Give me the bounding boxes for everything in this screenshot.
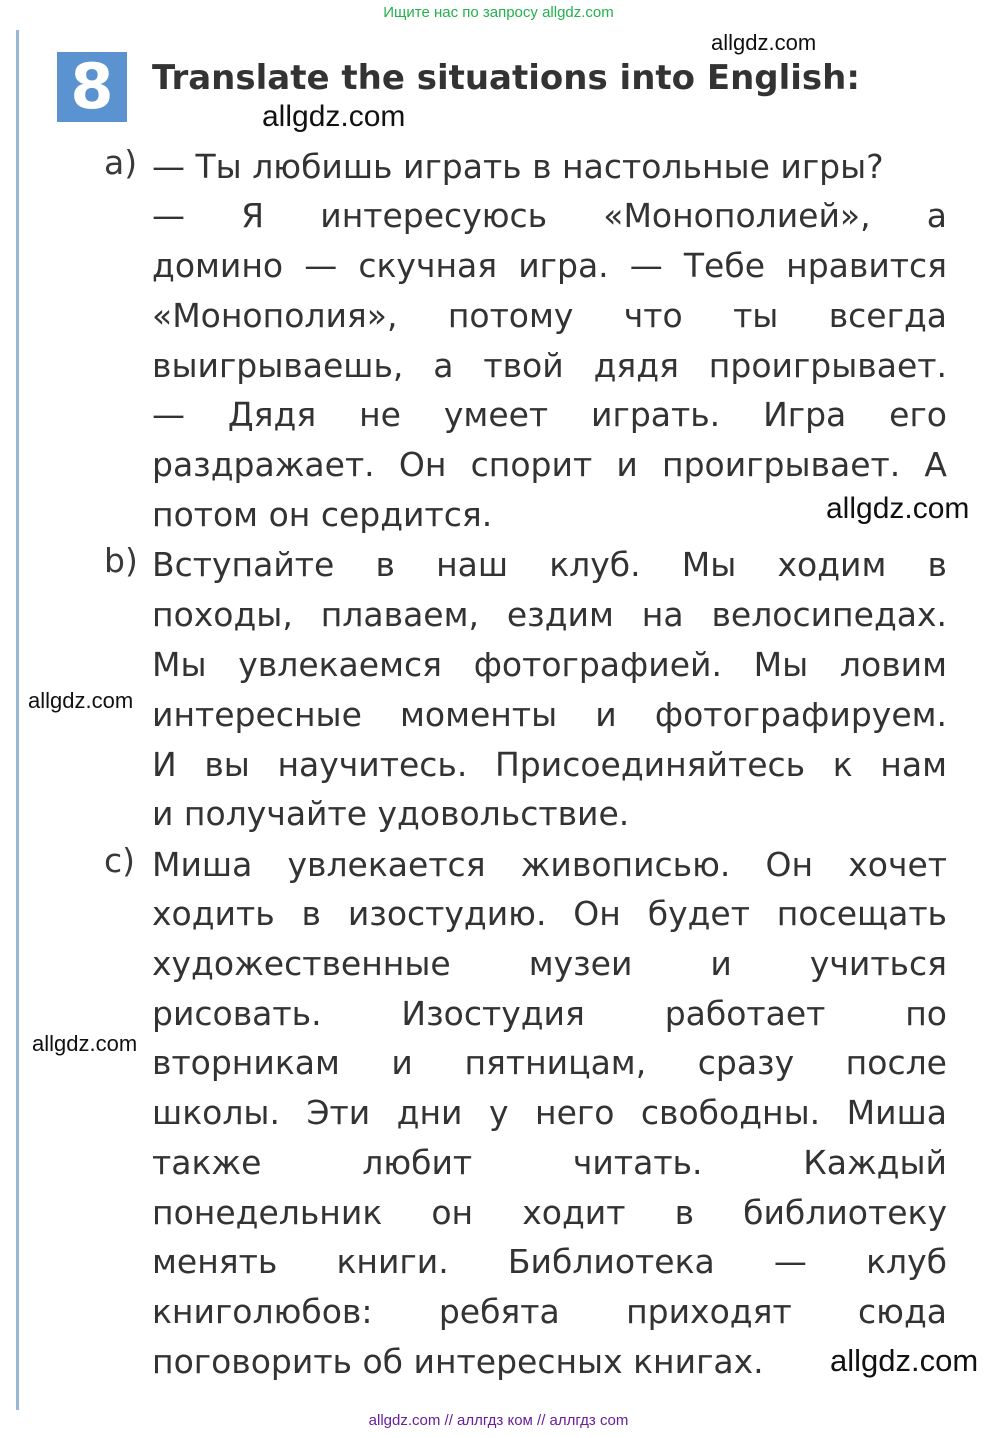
- text-line: И вы научитесь. Присоединяйтесь к нам: [152, 745, 947, 784]
- text-line: — Дядя не умеет играть. Игра его: [152, 395, 947, 434]
- page-margin-line: [16, 30, 19, 1410]
- exercise-title: Translate the situations into English:: [152, 58, 860, 98]
- watermark: allgdz.com: [830, 1343, 979, 1378]
- watermark: allgdz.com: [711, 30, 817, 55]
- text-line: понедельник он ходит в библиотеку: [152, 1193, 947, 1232]
- text-line: поговорить об интересных книгах.: [152, 1342, 764, 1381]
- text-line: и получайте удовольствие.: [152, 794, 630, 833]
- watermark: allgdz.com: [262, 100, 406, 133]
- watermark: allgdz.com: [32, 1031, 138, 1056]
- text-line: — Я интересуюсь «Монополией», а: [152, 196, 947, 235]
- text-line: также любит читать. Каждый: [152, 1143, 947, 1182]
- text-line: выигрываешь, а твой дядя проигрывает.: [152, 346, 947, 385]
- text-line: художественные музеи и учиться: [152, 944, 947, 983]
- item-label-c: c): [104, 841, 136, 880]
- text-line: интересные моменты и фотографируем.: [152, 695, 947, 734]
- text-line: походы, плаваем, ездим на велосипедах.: [152, 595, 947, 634]
- watermark: allgdz.com: [28, 688, 134, 713]
- item-label-a: a): [104, 143, 138, 182]
- item-label-b: b): [104, 541, 138, 580]
- exercise-number-badge: 8: [57, 52, 127, 122]
- text-line: Вступайте в наш клуб. Мы ходим в: [152, 545, 947, 584]
- text-line: Мы увлекаемся фотографией. Мы ловим: [152, 645, 947, 684]
- text-line: — Ты любишь играть в настольные игры?: [152, 147, 884, 186]
- text-line: менять книги. Библиотека — клуб: [152, 1242, 947, 1281]
- text-line: книголюбов: ребята приходят сюда: [152, 1292, 947, 1331]
- footer-links[interactable]: allgdz.com // аллгдз ком // аллгдз com: [368, 1412, 629, 1429]
- text-line: раздражает. Он спорит и проигрывает. А: [152, 445, 947, 484]
- text-line: вторникам и пятницам, сразу после: [152, 1043, 947, 1082]
- text-line: домино — скучная игра. — Тебе нравится: [152, 246, 947, 285]
- text-line: школы. Эти дни у него свободны. Миша: [152, 1093, 947, 1132]
- text-line: «Монополия», потому что ты всегда: [152, 296, 947, 335]
- search-hint-link[interactable]: Ищите нас по запросу allgdz.com: [383, 4, 614, 21]
- watermark: allgdz.com: [826, 492, 970, 525]
- text-line: рисовать. Изостудия работает по: [152, 994, 947, 1033]
- text-line: Миша увлекается живописью. Он хочет: [152, 845, 947, 884]
- text-line: потом он сердится.: [152, 495, 493, 534]
- text-line: ходить в изостудию. Он будет посещать: [152, 894, 947, 933]
